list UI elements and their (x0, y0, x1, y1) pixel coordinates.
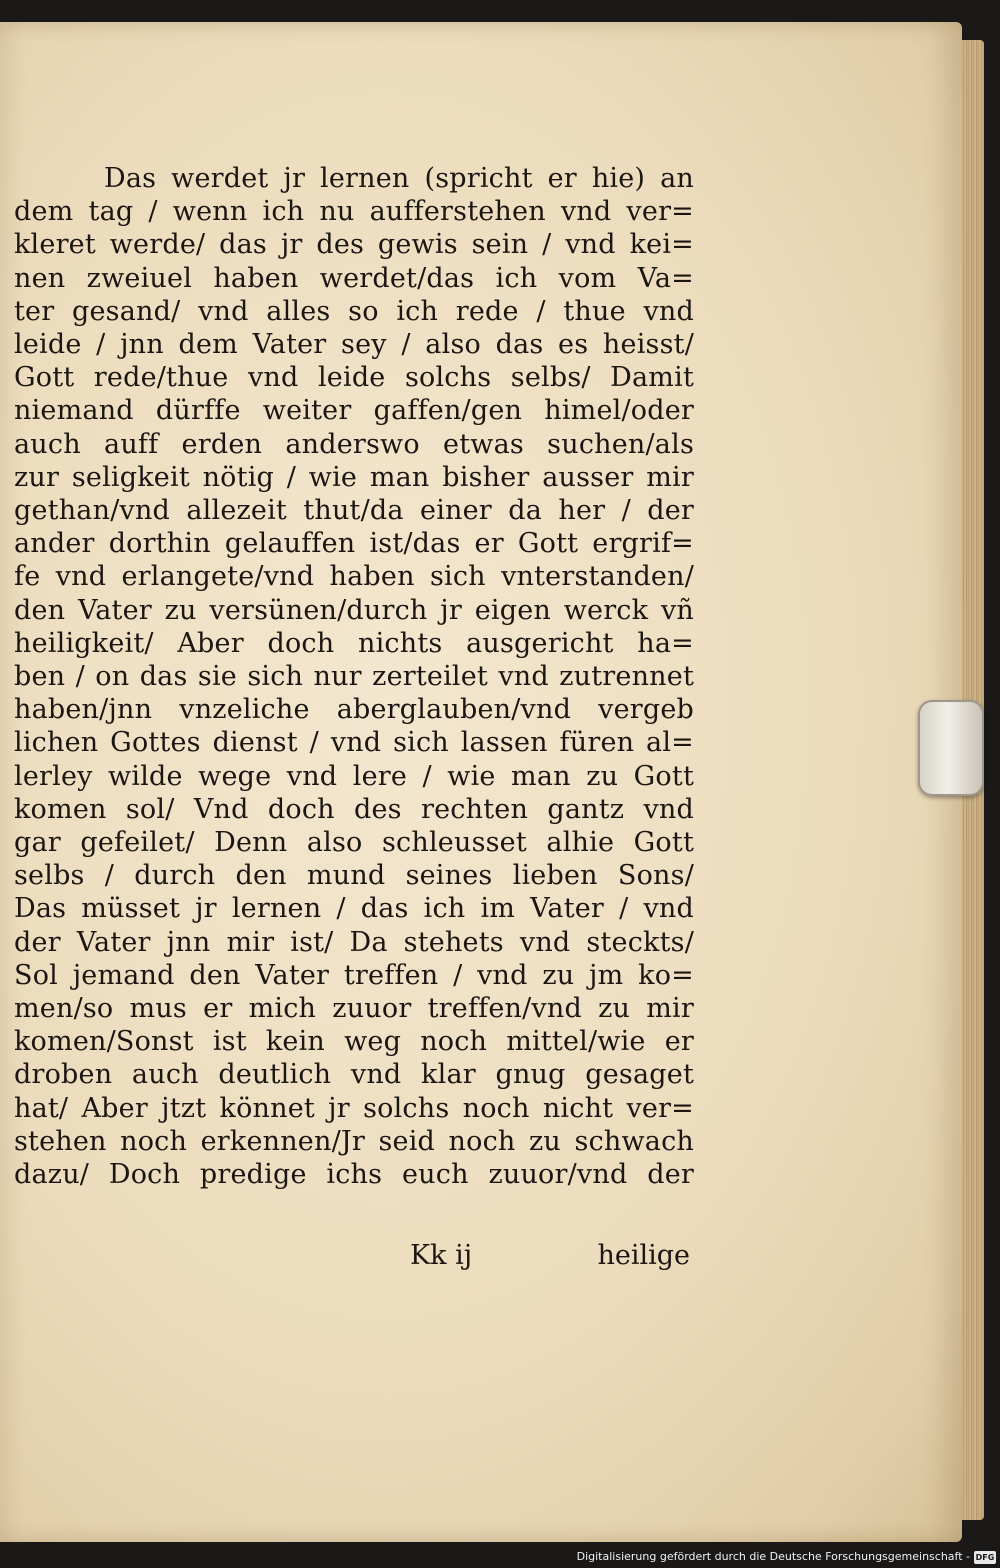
text-line: der Vater jnn mir ist/ Da stehets vnd steckts/ (14, 926, 694, 958)
text-line: lerley wilde wege vnd lere / wie man zu Gott (14, 760, 694, 792)
text-line: gethan/vnd allezeit thut/da einer da her / der (14, 495, 694, 527)
text-line: haben/jnn vnzeliche aberglauben/vnd vergeb (14, 694, 694, 726)
text-line: Gott rede/thue vnd leide solchs selbs/ Damit (14, 362, 694, 394)
text-line: stehen noch erkennen/Jr seid noch zu schwach (14, 1125, 694, 1157)
digitization-credit-bar (0, 1548, 1000, 1568)
text-line: droben auch deutlich vnd klar gnug gesaget (14, 1059, 694, 1091)
text-line: ben / on das sie sich nur zerteilet vnd zutrennet (14, 661, 694, 693)
text-line: lichen Gottes dienst / vnd sich lassen füren al= (14, 727, 694, 759)
text-line: zur seligkeit nötig / wie man bisher ausser mir (14, 461, 694, 493)
digitization-credit: Digitalisierung gefördert durch die Deutsche Forschungsgemeinschaft - (576, 1550, 970, 1563)
text-line: niemand dürffe weiter gaffen/gen himel/oder (14, 395, 694, 427)
text-line: men/so mus er mich zuuor treffen/vnd zu mir (14, 993, 694, 1025)
text-line: nen zweiuel haben werdet/das ich vom Va= (14, 262, 694, 294)
book-page (0, 22, 962, 1542)
text-line: dem tag / wenn ich nu aufferstehen vnd ver= (14, 196, 694, 228)
catchword: heilige (597, 1240, 690, 1271)
text-line: Sol jemand den Vater treffen / vnd zu jm ko= (14, 959, 694, 991)
text-line: Das müsset jr lernen / das ich im Vater / vnd (14, 893, 694, 925)
page-footer-row (410, 1240, 690, 1280)
text-line: leide / jnn dem Vater sey / also das es heisst/ (14, 329, 694, 361)
text-line: gar gefeilet/ Denn also schleusset alhie Gott (14, 827, 694, 859)
text-line: Das werdet jr lernen (spricht er hie) an (104, 163, 694, 194)
page-clamp (918, 700, 984, 796)
text-line: komen sol/ Vnd doch des rechten gantz vnd (14, 793, 694, 825)
text-line: komen/Sonst ist kein weg noch mittel/wie er (14, 1026, 694, 1058)
dfg-logo: DFG (975, 1553, 995, 1562)
text-line: selbs / durch den mund seines lieben Sons/ (14, 860, 694, 892)
signature-mark: Kk ij (410, 1240, 473, 1271)
text-line: dazu/ Doch predige ichs euch zuuor/vnd der (14, 1159, 694, 1191)
body-text (14, 162, 694, 1191)
text-line: fe vnd erlangete/vnd haben sich vnterstanden/ (14, 561, 694, 593)
text-line: hat/ Aber jtzt könnet jr solchs noch nicht ver= (14, 1092, 694, 1124)
text-line: heiligkeit/ Aber doch nichts ausgericht ha= (14, 627, 694, 659)
text-line: ter gesand/ vnd alles so ich rede / thue vnd (14, 295, 694, 327)
text-line: ander dorthin gelauffen ist/das er Gott ergrif= (14, 528, 694, 560)
text-line: auch auff erden anderswo etwas suchen/als (14, 428, 694, 460)
text-line: den Vater zu versünen/durch jr eigen werck vñ (14, 594, 694, 626)
text-line: kleret werde/ das jr des gewis sein / vnd kei= (14, 229, 694, 261)
